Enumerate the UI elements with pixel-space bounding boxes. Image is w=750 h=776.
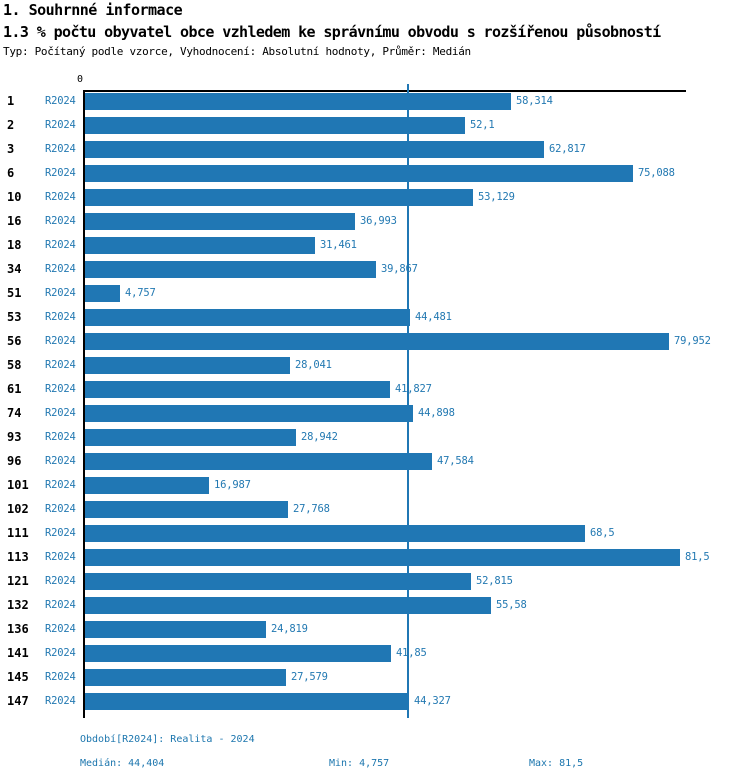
footer-min-label: Min: 4,757 [329, 758, 390, 769]
footer-period-label: Období[R2024]: Realita - 2024 [80, 734, 255, 745]
bar-value-label: 53,129 [478, 191, 515, 203]
row-series-label: R2024 [45, 503, 76, 515]
row-category-label: 111 [7, 526, 29, 540]
chart-title: 1.3 % počtu obyvatel obce vzhledem ke správnímu obvodu s rozšířenou působností [3, 23, 661, 41]
bar-row [0, 165, 750, 182]
footer-max-label: Max: 81,5 [529, 758, 584, 769]
bar-value-label: 41,85 [396, 647, 427, 659]
row-category-label: 74 [7, 406, 22, 420]
row-category-label: 145 [7, 670, 29, 684]
row-series-label: R2024 [45, 575, 76, 587]
row-category-label: 147 [7, 694, 29, 708]
row-series-label: R2024 [45, 527, 76, 539]
bar-row [0, 669, 750, 686]
bar [85, 357, 290, 374]
bar-value-label: 4,757 [125, 287, 156, 299]
bar [85, 693, 409, 710]
bar-value-label: 16,987 [214, 479, 251, 491]
bar-value-label: 27,579 [291, 671, 328, 683]
row-category-label: 121 [7, 574, 29, 588]
bar-value-label: 44,481 [415, 311, 452, 323]
row-series-label: R2024 [45, 599, 76, 611]
bar [85, 165, 633, 182]
bar [85, 213, 355, 230]
bar-value-label: 81,5 [685, 551, 710, 563]
row-series-label: R2024 [45, 215, 76, 227]
row-category-label: 53 [7, 310, 22, 324]
bar [85, 309, 410, 326]
row-category-label: 93 [7, 430, 22, 444]
row-series-label: R2024 [45, 551, 76, 563]
row-series-label: R2024 [45, 623, 76, 635]
row-category-label: 34 [7, 262, 22, 276]
bar-row [0, 501, 750, 518]
bar-value-label: 39,867 [381, 263, 418, 275]
row-category-label: 2 [7, 118, 15, 132]
row-category-label: 132 [7, 598, 29, 612]
row-series-label: R2024 [45, 479, 76, 491]
row-series-label: R2024 [45, 191, 76, 203]
bar-row [0, 333, 750, 350]
row-category-label: 58 [7, 358, 22, 372]
row-series-label: R2024 [45, 263, 76, 275]
bar [85, 333, 669, 350]
plot-area [0, 74, 750, 718]
bar-row [0, 693, 750, 710]
bar [85, 621, 266, 638]
bar-row [0, 357, 750, 374]
bar-value-label: 44,898 [418, 407, 455, 419]
row-series-label: R2024 [45, 335, 76, 347]
bar [85, 189, 473, 206]
bar-row [0, 213, 750, 230]
row-series-label: R2024 [45, 383, 76, 395]
bar [85, 405, 413, 422]
bar-value-label: 55,58 [496, 599, 527, 611]
bar-row [0, 525, 750, 542]
row-series-label: R2024 [45, 671, 76, 683]
bar [85, 93, 511, 110]
row-series-label: R2024 [45, 239, 76, 251]
bar [85, 525, 585, 542]
bar-row [0, 429, 750, 446]
bar-row [0, 549, 750, 566]
bar-value-label: 41,827 [395, 383, 432, 395]
bar [85, 285, 120, 302]
bar-value-label: 52,815 [476, 575, 513, 587]
bar [85, 141, 544, 158]
bar-value-label: 31,461 [320, 239, 357, 251]
row-category-label: 6 [7, 166, 15, 180]
bar-value-label: 58,314 [516, 95, 553, 107]
bar-row [0, 309, 750, 326]
bar-value-label: 36,993 [360, 215, 397, 227]
bar-value-label: 28,942 [301, 431, 338, 443]
row-category-label: 113 [7, 550, 29, 564]
row-category-label: 10 [7, 190, 22, 204]
bar [85, 429, 296, 446]
row-series-label: R2024 [45, 311, 76, 323]
bar [85, 549, 680, 566]
row-category-label: 1 [7, 94, 15, 108]
bar [85, 453, 432, 470]
bar-row [0, 237, 750, 254]
x-axis-zero-tick-label: 0 [77, 74, 84, 85]
bar-row [0, 141, 750, 158]
bar-row [0, 189, 750, 206]
row-series-label: R2024 [45, 695, 76, 707]
bar-row [0, 453, 750, 470]
bar [85, 261, 376, 278]
row-series-label: R2024 [45, 431, 76, 443]
bar-value-label: 62,817 [549, 143, 586, 155]
bar-row [0, 573, 750, 590]
row-series-label: R2024 [45, 119, 76, 131]
bar-row [0, 381, 750, 398]
row-category-label: 51 [7, 286, 22, 300]
row-category-label: 141 [7, 646, 29, 660]
bar [85, 501, 288, 518]
bar [85, 237, 315, 254]
row-category-label: 56 [7, 334, 22, 348]
bar-value-label: 52,1 [470, 119, 495, 131]
row-series-label: R2024 [45, 359, 76, 371]
bar-row [0, 621, 750, 638]
bar-value-label: 75,088 [638, 167, 675, 179]
bar-value-label: 47,584 [437, 455, 474, 467]
bar [85, 597, 491, 614]
bar-row [0, 93, 750, 110]
row-series-label: R2024 [45, 287, 76, 299]
row-category-label: 101 [7, 478, 29, 492]
bar-row [0, 117, 750, 134]
row-series-label: R2024 [45, 95, 76, 107]
bar [85, 645, 391, 662]
bar [85, 669, 286, 686]
x-axis-line [83, 90, 686, 92]
row-category-label: 61 [7, 382, 22, 396]
bar-row [0, 645, 750, 662]
bar [85, 117, 465, 134]
row-series-label: R2024 [45, 167, 76, 179]
row-series-label: R2024 [45, 647, 76, 659]
bar-value-label: 27,768 [293, 503, 330, 515]
row-series-label: R2024 [45, 407, 76, 419]
chart-meta-line: Typ: Počítaný podle vzorce, Vyhodnocení: Absolutní hodnoty, Průměr: Medián [3, 45, 471, 58]
row-category-label: 136 [7, 622, 29, 636]
bar [85, 477, 209, 494]
bar [85, 573, 471, 590]
bar-value-label: 68,5 [590, 527, 615, 539]
bar-row [0, 477, 750, 494]
bar-value-label: 24,819 [271, 623, 308, 635]
report-section-title: 1. Souhrnné informace [3, 1, 183, 19]
row-category-label: 96 [7, 454, 22, 468]
row-series-label: R2024 [45, 455, 76, 467]
bar [85, 381, 390, 398]
bar-row [0, 261, 750, 278]
row-series-label: R2024 [45, 143, 76, 155]
row-category-label: 3 [7, 142, 15, 156]
bar-value-label: 44,327 [414, 695, 451, 707]
bar-row [0, 597, 750, 614]
bar-value-label: 28,041 [295, 359, 332, 371]
bar-row [0, 405, 750, 422]
bar-row [0, 285, 750, 302]
row-category-label: 18 [7, 238, 22, 252]
footer-median-label: Medián: 44,404 [80, 758, 165, 769]
row-category-label: 16 [7, 214, 22, 228]
row-category-label: 102 [7, 502, 29, 516]
bar-value-label: 79,952 [674, 335, 711, 347]
